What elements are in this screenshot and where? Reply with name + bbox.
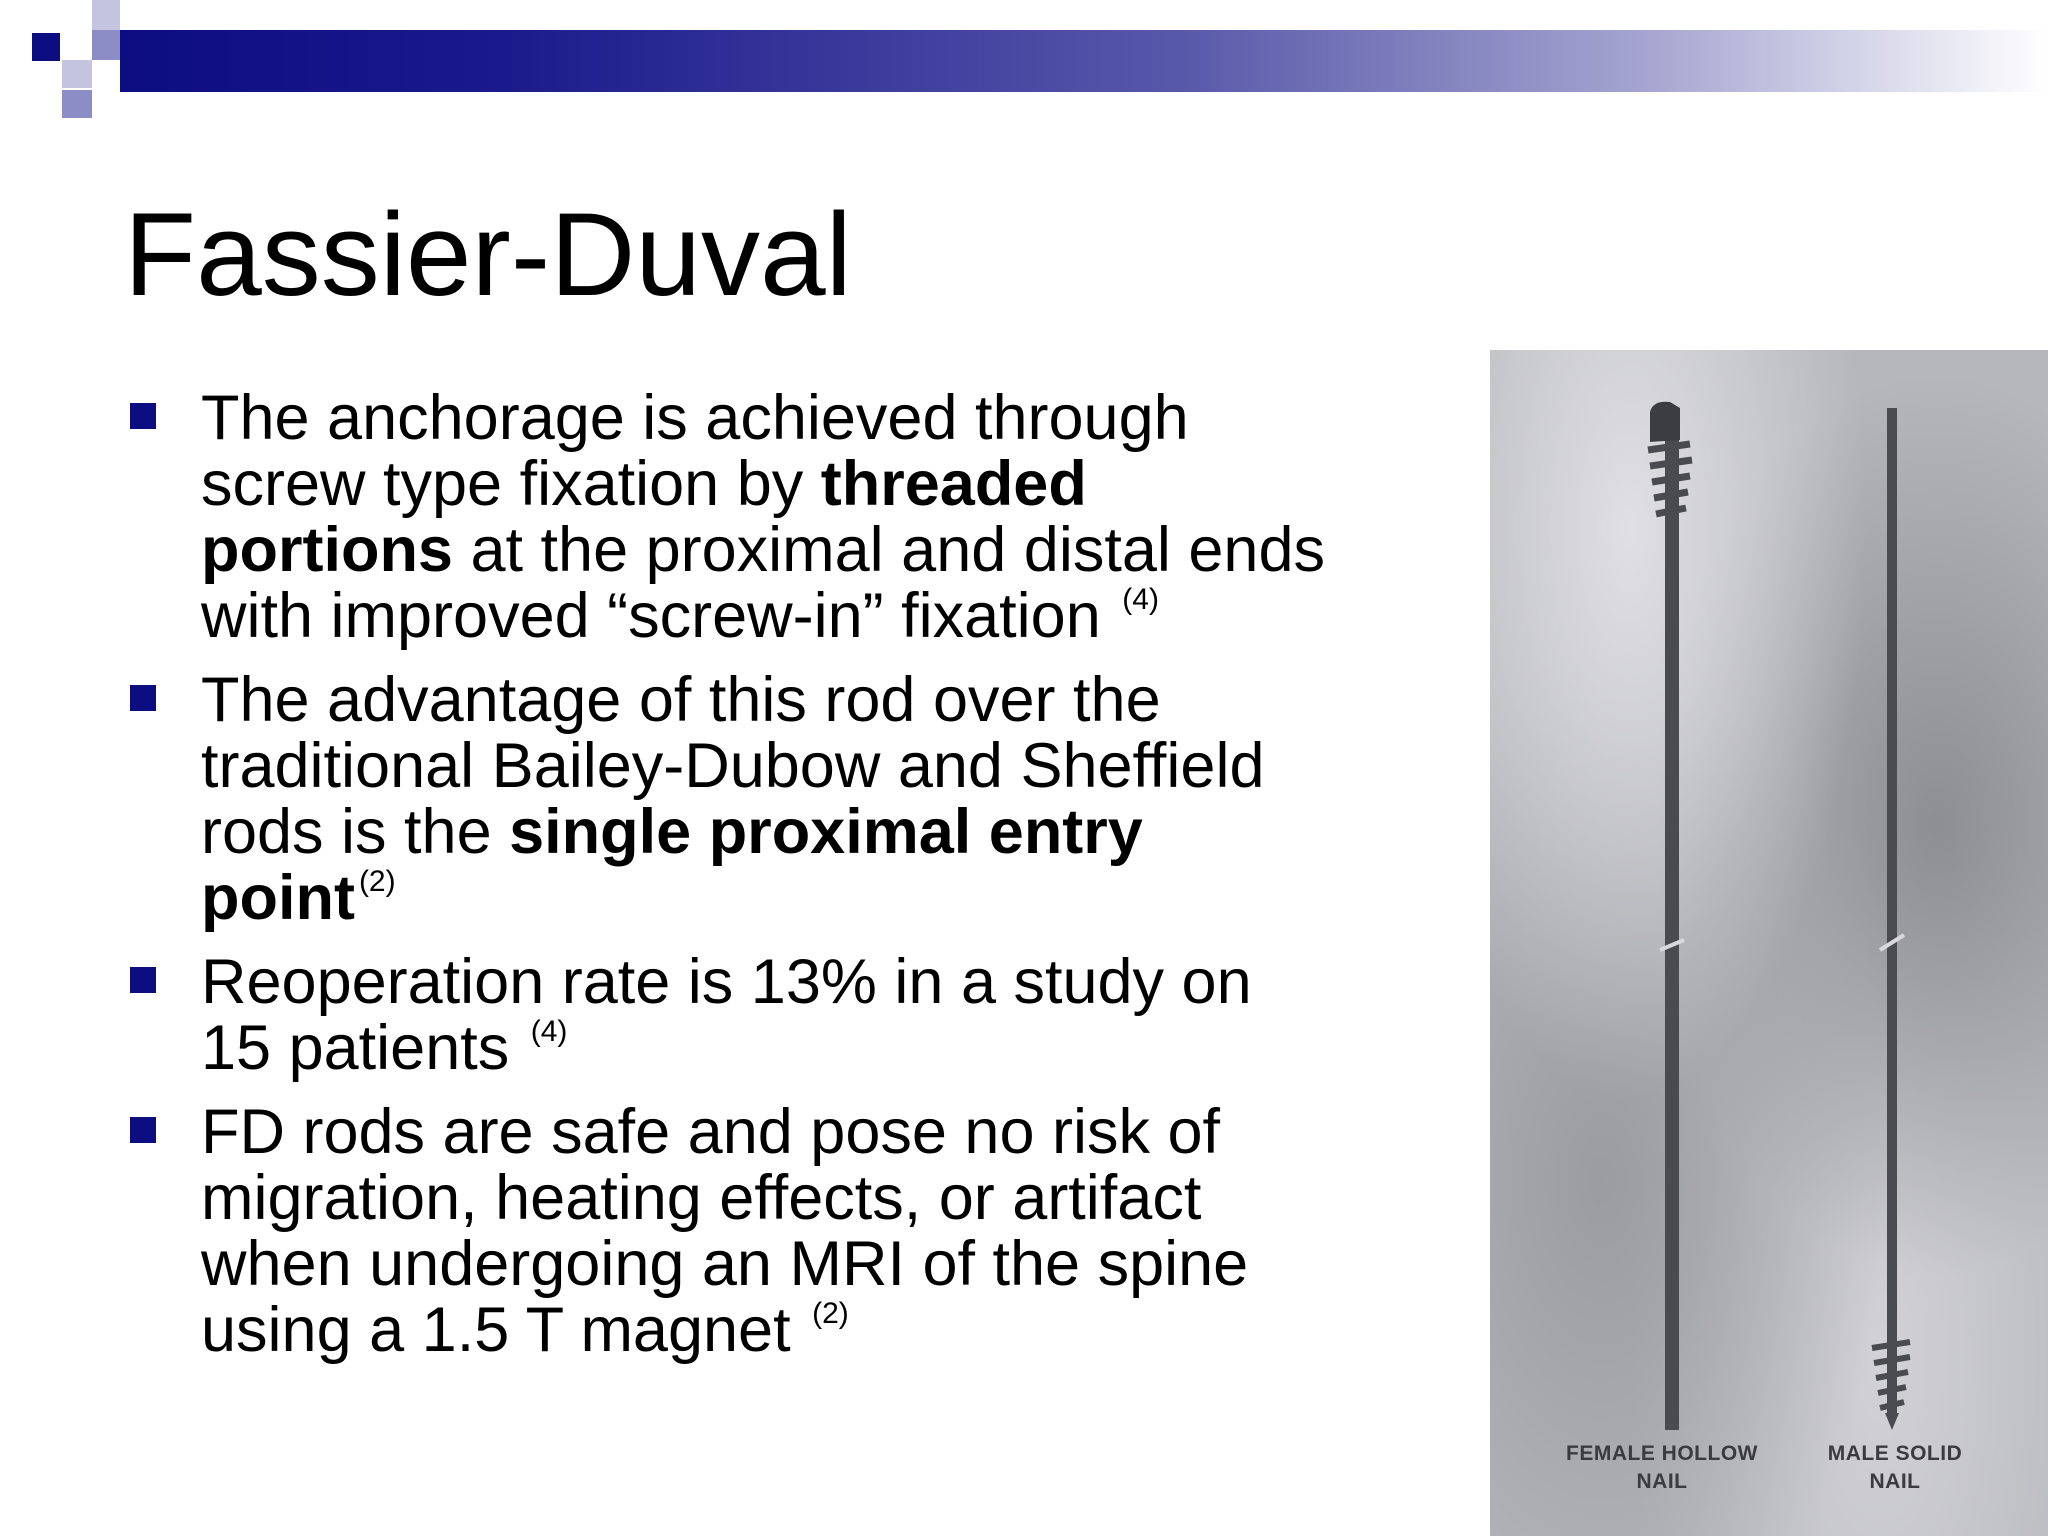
bullet-line	[201, 733, 1444, 799]
bullet-item	[124, 667, 1444, 931]
bullet-line	[201, 517, 1444, 583]
rod-illustration	[1490, 350, 2048, 1536]
bullet-line	[201, 583, 1444, 649]
bullet-text: using a 1.5 T magnet	[201, 1295, 809, 1365]
logo-square-dark	[32, 33, 60, 61]
bullet-line	[201, 1231, 1444, 1297]
bullet-text: when undergoing an MRI of the spine	[201, 1229, 1249, 1299]
male-solid-nail	[1872, 408, 1910, 1430]
bullet-text: 15 patients	[201, 1013, 527, 1083]
bullet-line	[201, 865, 1444, 931]
bullet-line	[201, 949, 1444, 1015]
logo-square-mid	[92, 30, 120, 60]
bullet-text: traditional Bailey-Dubow and Sheffield	[201, 731, 1265, 801]
bullet-text: rods is the	[201, 797, 510, 867]
bullet-square-icon	[130, 967, 156, 993]
citation-ref: (2)	[358, 865, 396, 898]
bullet-line	[201, 451, 1444, 517]
emphasis-text: threaded	[820, 449, 1087, 519]
bullet-line	[201, 667, 1444, 733]
bullet-line	[201, 1015, 1444, 1081]
male-nail-caption	[1810, 1440, 1980, 1496]
logo-square-light	[62, 60, 92, 88]
bullet-line	[201, 1165, 1444, 1231]
bullet-square-icon	[130, 685, 156, 711]
bullet-text: at the proximal and distal ends	[452, 515, 1325, 585]
bullet-square-icon	[130, 1117, 156, 1143]
bullet-text: The anchorage is achieved through	[201, 383, 1189, 453]
citation-ref: (4)	[1122, 583, 1159, 616]
logo-square-light	[92, 0, 120, 30]
bullet-text: migration, heating effects, or artifact	[201, 1163, 1202, 1233]
emphasis-text: point	[201, 863, 355, 933]
bullet-line	[201, 799, 1444, 865]
bullet-item	[124, 1099, 1444, 1363]
bullet-item	[124, 385, 1444, 649]
female-nail-caption	[1552, 1440, 1772, 1496]
header-gradient-bar	[120, 30, 2048, 92]
citation-ref: (4)	[530, 1015, 568, 1048]
bullet-text: FD rods are safe and pose no risk of	[201, 1097, 1221, 1167]
bullet-text: screw type fixation by	[201, 449, 821, 519]
emphasis-text: portions	[201, 515, 453, 585]
caption-line: FEMALE HOLLOW	[1566, 1442, 1758, 1465]
bullet-text: The advantage of this rod over the	[201, 665, 1161, 735]
bullet-square-icon	[130, 403, 156, 429]
bullet-line	[201, 1099, 1444, 1165]
citation-ref: (2)	[812, 1297, 849, 1330]
bullet-text: with improved “screw-in” fixation	[201, 581, 1119, 651]
caption-line: MALE SOLID	[1827, 1442, 1963, 1465]
bullet-line	[201, 385, 1444, 451]
female-hollow-nail	[1648, 402, 1692, 1430]
emphasis-text: single proximal entry	[509, 797, 1143, 867]
caption-line: NAIL	[1636, 1470, 1688, 1493]
slide-title: Fassier-Duval	[124, 189, 852, 321]
bullet-line	[201, 1297, 1444, 1363]
bullet-item	[124, 949, 1444, 1081]
rod-figure	[1490, 350, 2048, 1536]
caption-line: NAIL	[1869, 1470, 1921, 1493]
bullet-list	[124, 385, 1444, 1381]
logo-square-mid	[62, 90, 92, 118]
bullet-text: Reoperation rate is 13% in a study on	[201, 947, 1252, 1017]
